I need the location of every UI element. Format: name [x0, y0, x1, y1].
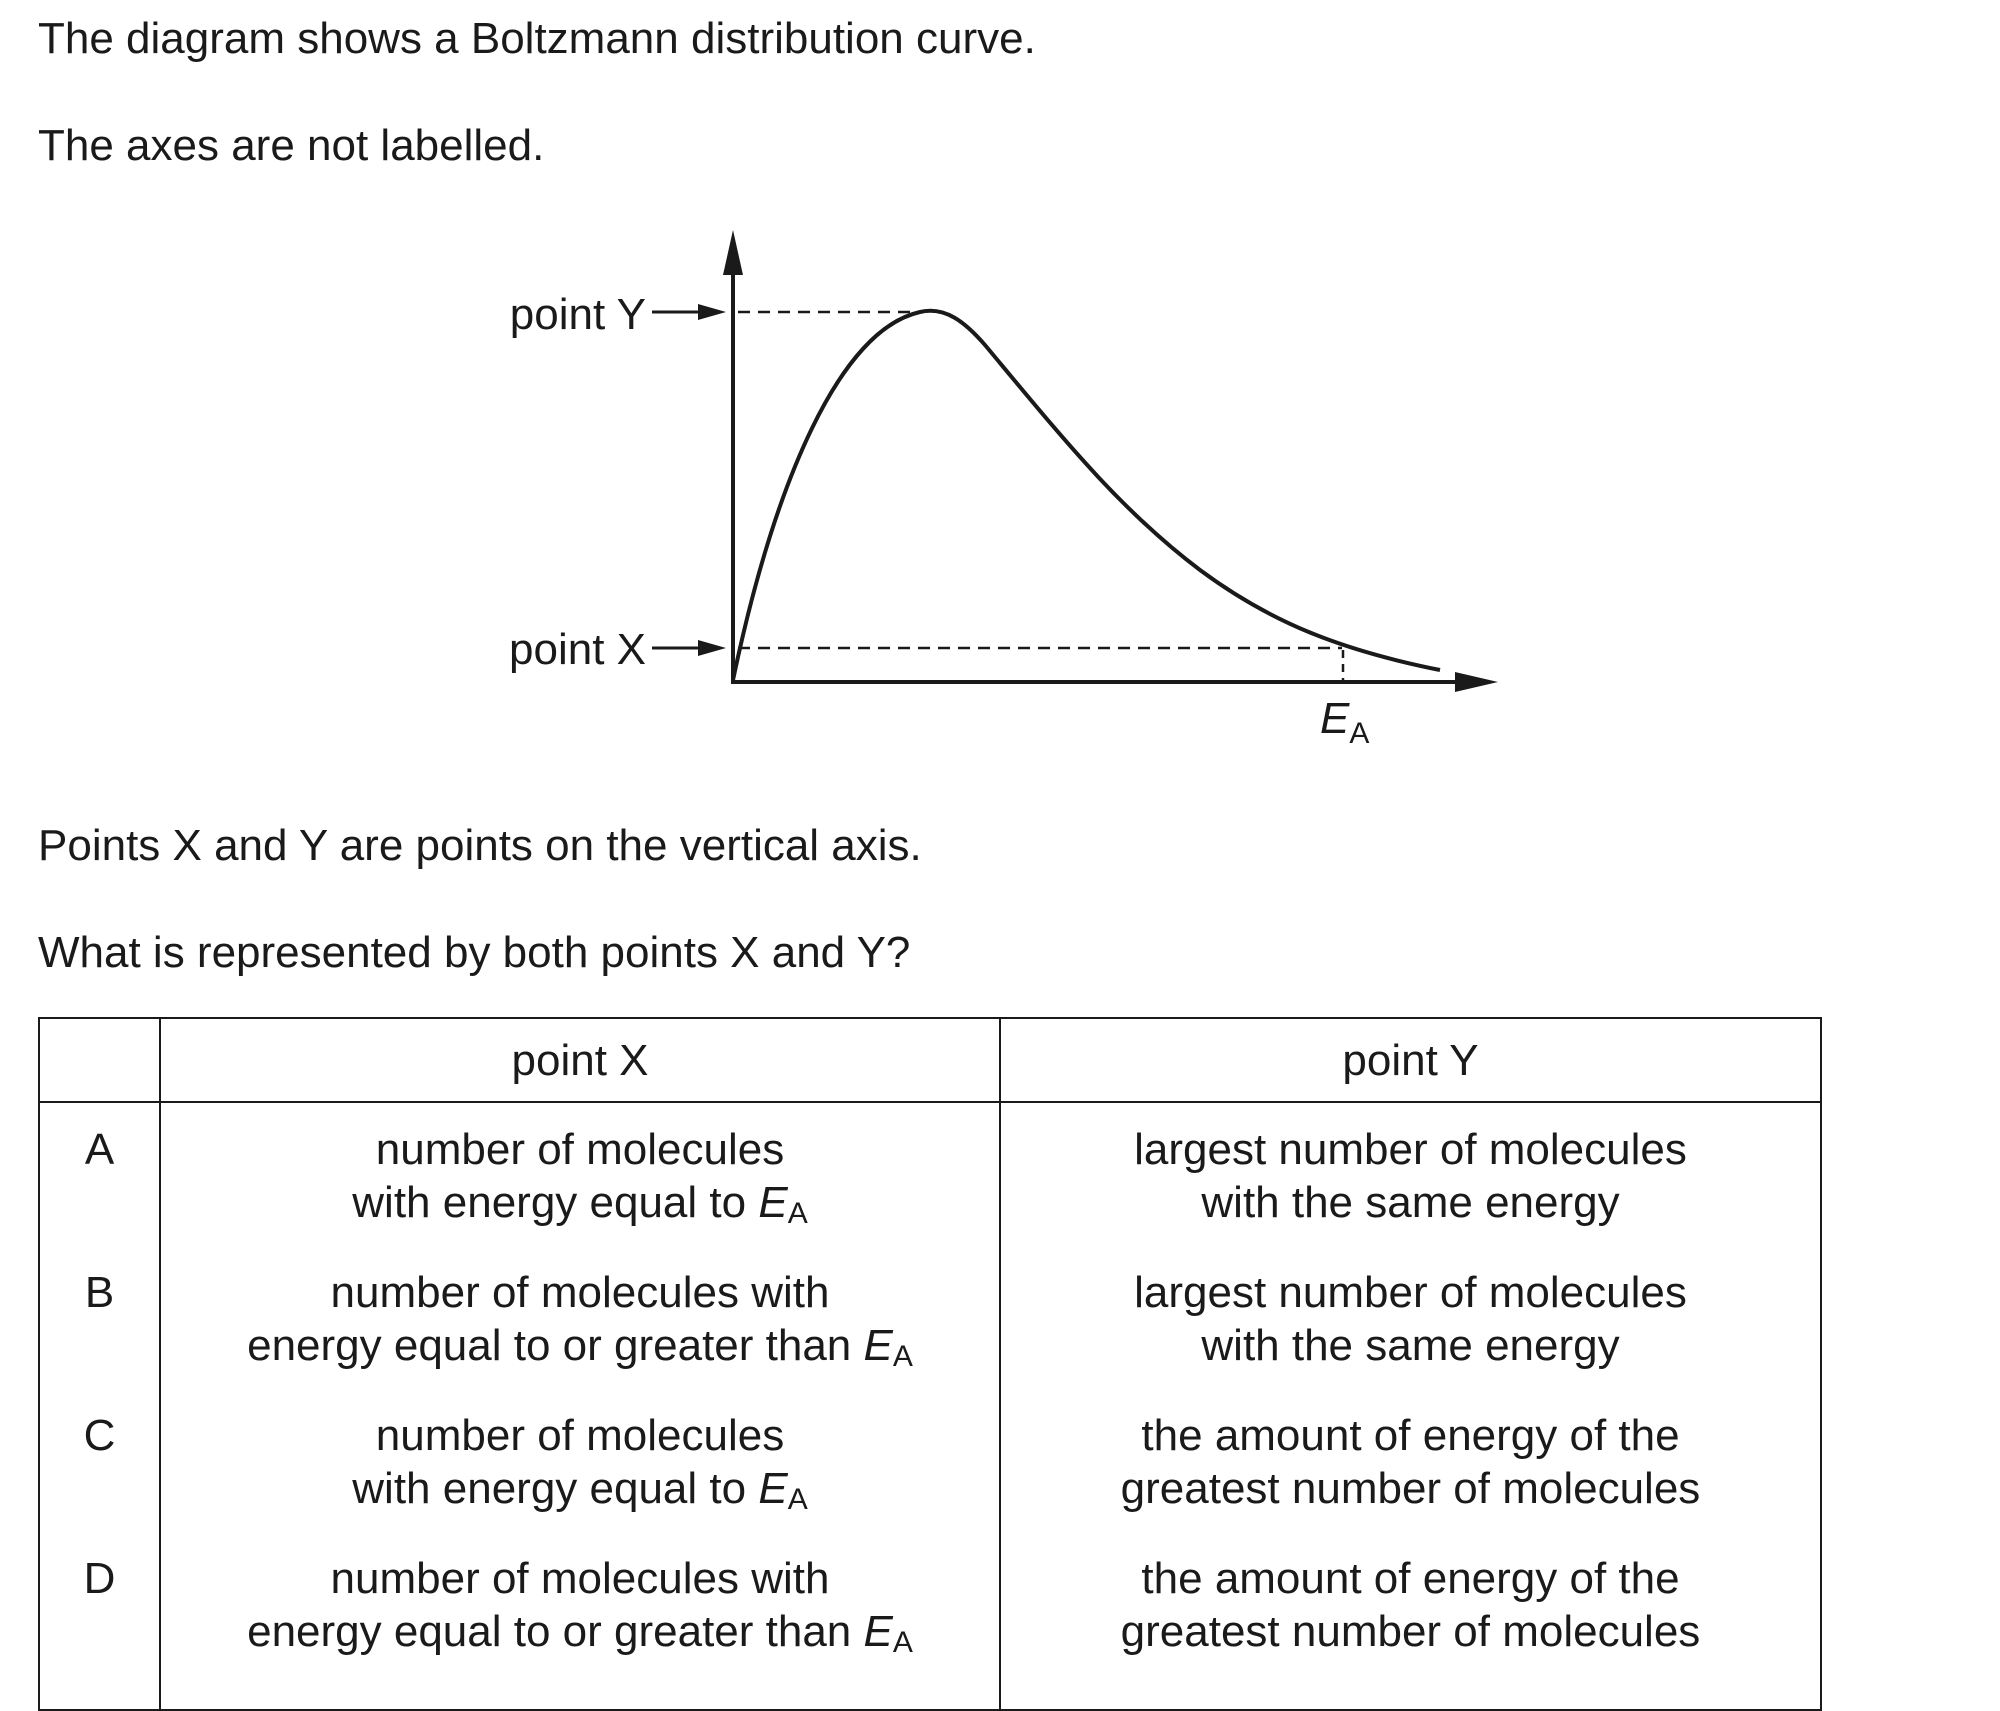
- option-point-y-cell: [1000, 1266, 1821, 1409]
- ea-subscript: A: [787, 1197, 808, 1230]
- option-letter: B: [39, 1266, 160, 1409]
- option-point-x-cell: [160, 1552, 1000, 1710]
- option-x-line-1: number of molecules with: [330, 1268, 830, 1317]
- question-text-line-2: What is represented by both points X and Y?: [38, 928, 911, 977]
- ea-label-subscript: A: [1349, 717, 1370, 750]
- intro-text-line-1: The diagram shows a Boltzmann distribution curve.: [38, 14, 1036, 63]
- distribution-curve: [733, 311, 1440, 680]
- point-x-label: point X: [509, 625, 646, 674]
- ea-subscript: A: [892, 1626, 913, 1659]
- ea-subscript: A: [787, 1483, 808, 1516]
- option-y-line-1: the amount of energy of the: [1141, 1554, 1680, 1603]
- option-x-line-1: number of molecules: [375, 1411, 785, 1460]
- horizontal-axis-arrowhead: [1455, 672, 1498, 692]
- option-letter: D: [39, 1552, 160, 1710]
- option-row-c[interactable]: [39, 1409, 1821, 1552]
- option-y-line-2: with the same energy: [1201, 1321, 1620, 1370]
- option-x-line-1: number of molecules: [375, 1125, 785, 1174]
- option-row-d[interactable]: [39, 1552, 1821, 1710]
- header-point-y: point Y: [1000, 1018, 1821, 1102]
- option-letter: C: [39, 1409, 160, 1552]
- option-x-line-2-text: with energy equal to: [352, 1178, 759, 1227]
- point-y-arrowhead: [698, 304, 726, 320]
- option-x-line-2: [161, 1319, 999, 1377]
- option-point-y-cell: [1000, 1409, 1821, 1552]
- question-text-line-1: Points X and Y are points on the vertical axis.: [38, 821, 922, 870]
- ea-label: [1320, 694, 1369, 750]
- point-x-arrowhead: [698, 640, 726, 656]
- option-x-line-2: [161, 1176, 999, 1234]
- ea-label-main: E: [1320, 694, 1350, 743]
- option-point-y-cell: [1000, 1102, 1821, 1266]
- ea-subscript: A: [892, 1340, 913, 1373]
- option-point-y-cell: [1000, 1552, 1821, 1710]
- option-x-line-2-text: with energy equal to: [352, 1464, 759, 1513]
- option-x-line-2-text: energy equal to or greater than: [247, 1607, 864, 1656]
- option-row-a[interactable]: [39, 1102, 1821, 1266]
- vertical-axis-arrowhead: [723, 230, 743, 275]
- boltzmann-diagram: [0, 0, 2000, 800]
- option-y-line-1: largest number of molecules: [1134, 1125, 1687, 1174]
- option-x-line-1: number of molecules with: [330, 1554, 830, 1603]
- option-x-line-2: [161, 1462, 999, 1520]
- ea-symbol: E: [863, 1607, 893, 1656]
- option-point-x-cell: [160, 1102, 1000, 1266]
- option-y-line-2: greatest number of molecules: [1120, 1607, 1701, 1656]
- answer-options-table: [38, 1017, 1822, 1711]
- point-y-label: point Y: [509, 290, 646, 339]
- header-point-x: point X: [160, 1018, 1000, 1102]
- option-y-line-2: with the same energy: [1201, 1178, 1620, 1227]
- option-row-b[interactable]: [39, 1266, 1821, 1409]
- option-point-x-cell: [160, 1409, 1000, 1552]
- option-letter: A: [39, 1102, 160, 1266]
- intro-text-line-2: The axes are not labelled.: [38, 121, 545, 170]
- ea-symbol: E: [758, 1178, 788, 1227]
- ea-symbol: E: [758, 1464, 788, 1513]
- option-x-line-2-text: energy equal to or greater than: [247, 1321, 864, 1370]
- option-y-line-1: the amount of energy of the: [1141, 1411, 1680, 1460]
- ea-symbol: E: [863, 1321, 893, 1370]
- option-point-x-cell: [160, 1266, 1000, 1409]
- option-y-line-2: greatest number of molecules: [1120, 1464, 1701, 1513]
- header-letter-cell: [39, 1018, 160, 1102]
- option-y-line-1: largest number of molecules: [1134, 1268, 1687, 1317]
- option-x-line-2: [161, 1605, 999, 1663]
- table-header-row: [39, 1018, 1821, 1102]
